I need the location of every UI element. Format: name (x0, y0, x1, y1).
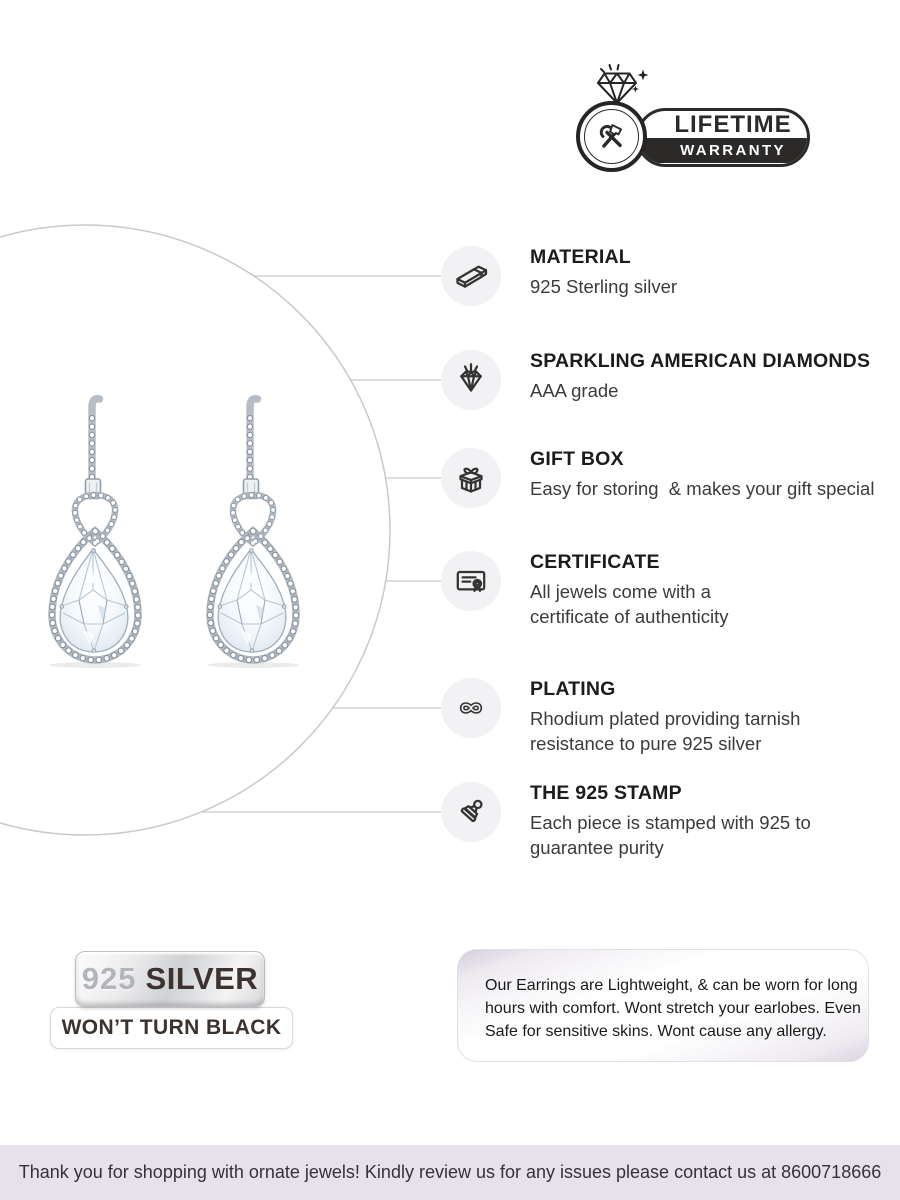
silver-plate-word: SILVER (145, 961, 259, 996)
diamond-icon (453, 362, 489, 398)
feature-line: AAA grade (530, 380, 619, 401)
feature-title: GIFT BOX (530, 448, 624, 470)
warranty-title: LIFETIME (674, 110, 792, 138)
feature-line: All jewels come with a (530, 581, 711, 602)
feature-line: guarantee purity (530, 837, 664, 858)
infinity-icon (453, 690, 489, 726)
showcase-circle (0, 225, 390, 835)
feature-line: Easy for storing & makes your gift special (530, 478, 875, 499)
feature-line: certificate of authenticity (530, 606, 729, 627)
feature-title: MATERIAL (530, 246, 631, 268)
certificate-icon (453, 563, 489, 599)
diamond-ring-icon (588, 62, 650, 106)
warranty-subtitle: WARRANTY (639, 138, 807, 163)
feature-line: Each piece is stamped with 925 to (530, 812, 811, 833)
feature-title: SPARKLING AMERICAN DIAMONDS (530, 350, 871, 372)
feature-line: resistance to pure 925 silver (530, 733, 762, 754)
feature-line: 925 Sterling silver (530, 276, 678, 297)
lightweight-info-box (457, 949, 869, 1062)
footer-message: Thank you for shopping with ornate jewels! Kindly review us for any issues please contact us at 8600718666 (18, 1162, 882, 1182)
feature-line: Rhodium plated providing tarnish (530, 708, 801, 729)
feature-title: PLATING (530, 678, 616, 700)
lifetime-warranty-badge (576, 60, 812, 176)
wont-turn-black-badge: WON’T TURN BLACK (50, 1007, 293, 1049)
info-line: Safe for sensitive skins. Wont cause any allergy. (485, 1023, 827, 1040)
tools-icon (593, 118, 631, 156)
925-silver-plate (75, 951, 265, 1007)
gift-box-icon (453, 460, 489, 496)
warranty-circle (576, 101, 647, 172)
silver-bars-icon (453, 258, 489, 294)
info-line: Our Earrings are Lightweight, & can be worn for long (485, 977, 858, 994)
footer-thankyou-bar (0, 1145, 900, 1200)
warranty-pill (636, 108, 810, 167)
silver-plate-number: 925 (81, 961, 137, 996)
info-line: hours with comfort. Wont stretch your earlobes. Even (485, 1000, 861, 1017)
feature-title: THE 925 STAMP (530, 782, 682, 804)
feature-title: CERTIFICATE (530, 551, 660, 573)
stamp-icon (453, 794, 489, 830)
